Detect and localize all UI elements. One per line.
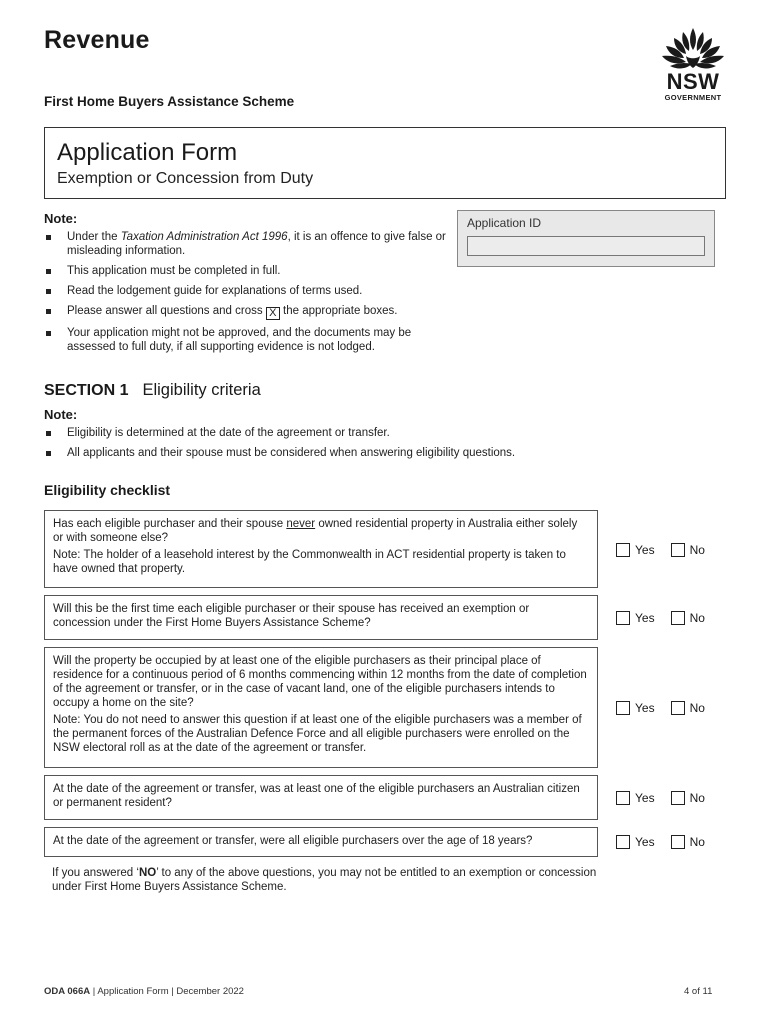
question-3-box xyxy=(44,647,598,768)
yes-label: Yes xyxy=(635,611,655,625)
application-id-input[interactable] xyxy=(467,236,705,256)
no-label: No xyxy=(689,701,705,715)
question-3-answer xyxy=(616,701,705,715)
note-text: Please answer all questions and cross xyxy=(67,305,266,317)
note-item xyxy=(44,264,459,278)
q2-no-checkbox[interactable] xyxy=(671,611,685,625)
yes-label: Yes xyxy=(635,791,655,805)
note-item xyxy=(44,284,459,298)
q4-yes-option[interactable] xyxy=(616,791,655,805)
note-list xyxy=(44,426,684,460)
yes-label: Yes xyxy=(635,701,655,715)
note-item xyxy=(44,304,459,320)
no-label: No xyxy=(689,791,705,805)
note-item xyxy=(44,230,459,258)
question-2-text: Will this be the first time each eligible purchaser or their spouse has received an exemption or concession under the First Home Buyers Assistance Scheme? xyxy=(53,603,530,629)
page-number: 4 of 11 xyxy=(684,986,713,997)
q4-no-checkbox[interactable] xyxy=(671,791,685,805)
question-4-box xyxy=(44,775,598,820)
no-label: No xyxy=(689,543,705,557)
q4-no-option[interactable] xyxy=(671,791,705,805)
question-4-text: At the date of the agreement or transfer, was at least one of the eligible purchasers an Australian citizen or permanent resident? xyxy=(53,783,580,809)
note-item xyxy=(44,326,459,354)
question-5-answer xyxy=(616,835,705,849)
section-number: SECTION 1 xyxy=(44,382,129,399)
eligibility-footnote xyxy=(52,866,612,894)
footnote-emphasis: NO xyxy=(138,867,157,879)
question-1-note: Note: The holder of a leasehold interest by the Commonwealth in ACT residential property is taken to have owned that property. xyxy=(53,549,566,575)
q2-yes-option[interactable] xyxy=(616,611,655,625)
form-title: Application Form xyxy=(57,139,238,166)
nsw-government-logo xyxy=(656,26,730,102)
government-logo-text: GOVERNMENT xyxy=(664,93,722,102)
no-label: No xyxy=(689,611,705,625)
nsw-logo-text: NSW xyxy=(666,69,720,94)
question-2-answer xyxy=(616,611,705,625)
yes-label: Yes xyxy=(635,835,655,849)
eligibility-checklist-title: Eligibility checklist xyxy=(44,482,171,498)
question-5-box xyxy=(44,827,598,857)
note-text: , it is an offence to give false or misleading information. xyxy=(67,231,446,257)
q3-no-option[interactable] xyxy=(671,701,705,715)
q5-no-checkbox[interactable] xyxy=(671,835,685,849)
question-1-box xyxy=(44,510,598,588)
q1-yes-option[interactable] xyxy=(616,543,655,557)
no-label: No xyxy=(689,835,705,849)
note-text: This application must be completed in full. xyxy=(67,265,281,277)
q5-yes-checkbox[interactable] xyxy=(616,835,630,849)
act-name: Taxation Administration Act 1996 xyxy=(120,231,288,243)
separator: | xyxy=(168,986,177,997)
note-text: Read the lodgement guide for explanations of terms used. xyxy=(67,285,363,297)
q3-yes-option[interactable] xyxy=(616,701,655,715)
cross-example-icon: X xyxy=(266,307,280,320)
question-1-answer xyxy=(616,543,705,557)
note-text: the appropriate boxes. xyxy=(279,305,398,317)
form-name: Application Form xyxy=(97,986,169,997)
form-title-box xyxy=(44,127,726,199)
waratah-icon xyxy=(656,26,730,72)
section-1-note xyxy=(44,407,684,466)
form-subtitle: Exemption or Concession from Duty xyxy=(57,170,314,187)
footnote-text: ’ to any of the above questions, you may not be entitled to an exemption or concession under First Home Buyers Assistance Scheme. xyxy=(52,867,597,893)
q2-yes-checkbox[interactable] xyxy=(616,611,630,625)
q1-no-option[interactable] xyxy=(671,543,705,557)
note-text: Eligibility is determined at the date of the agreement or transfer. xyxy=(67,427,390,439)
note-heading: Note: xyxy=(44,407,78,422)
general-note xyxy=(44,211,459,360)
question-3-note: Note: You do not need to answer this question if at least one of the eligible purchasers was a member of the permanent forces of the Australian Defence Force and all eligible purchasers were enrolled on the NSW electoral roll as at the date of the agreement or transfer. xyxy=(53,714,582,754)
q5-yes-option[interactable] xyxy=(616,835,655,849)
question-text: Has each eligible purchaser and their spouse xyxy=(53,518,287,530)
question-4-answer xyxy=(616,791,705,805)
q1-yes-checkbox[interactable] xyxy=(616,543,630,557)
question-5-text: At the date of the agreement or transfer, were all eligible purchasers over the age of 18 years? xyxy=(53,835,533,847)
q3-no-checkbox[interactable] xyxy=(671,701,685,715)
q5-no-option[interactable] xyxy=(671,835,705,849)
scheme-subtitle: First Home Buyers Assistance Scheme xyxy=(44,94,295,109)
q2-no-option[interactable] xyxy=(671,611,705,625)
note-text: Under the xyxy=(67,231,121,243)
footer-document-info xyxy=(44,986,244,997)
yes-label: Yes xyxy=(635,543,655,557)
application-id-panel xyxy=(457,210,715,267)
form-code: ODA 066A xyxy=(44,986,91,997)
q3-yes-checkbox[interactable] xyxy=(616,701,630,715)
separator: | xyxy=(90,986,98,997)
q1-no-checkbox[interactable] xyxy=(671,543,685,557)
application-id-label: Application ID xyxy=(467,216,542,230)
question-2-box xyxy=(44,595,598,640)
question-3-text: Will the property be occupied by at least one of the eligible purchasers as their principal place of residence for a continuous period of 6 months commencing within 12 months from the date of completion of the agreement or transfer, or in the case of vacant land, one of the eligible purchasers intends to occupy a home on the site? xyxy=(53,655,587,709)
note-text: All applicants and their spouse must be considered when answering eligibility questions. xyxy=(67,447,516,459)
q4-yes-checkbox[interactable] xyxy=(616,791,630,805)
section-1-heading xyxy=(44,381,261,400)
footnote-text: If you answered ‘ xyxy=(52,867,139,879)
brand-title: Revenue xyxy=(44,26,150,54)
note-item xyxy=(44,426,684,440)
question-text: owned residential property in Australia either solely or with someone else? xyxy=(53,518,578,544)
form-date: December 2022 xyxy=(176,986,244,997)
note-heading: Note: xyxy=(44,211,78,226)
note-text: Your application might not be approved, and the documents may be assessed to full duty, if all supporting evidence is not lodged. xyxy=(67,327,412,353)
section-name: Eligibility criteria xyxy=(142,381,261,399)
question-1-text xyxy=(53,517,589,545)
emphasis-never: never xyxy=(286,518,316,530)
note-list xyxy=(44,230,459,354)
note-item xyxy=(44,446,684,460)
